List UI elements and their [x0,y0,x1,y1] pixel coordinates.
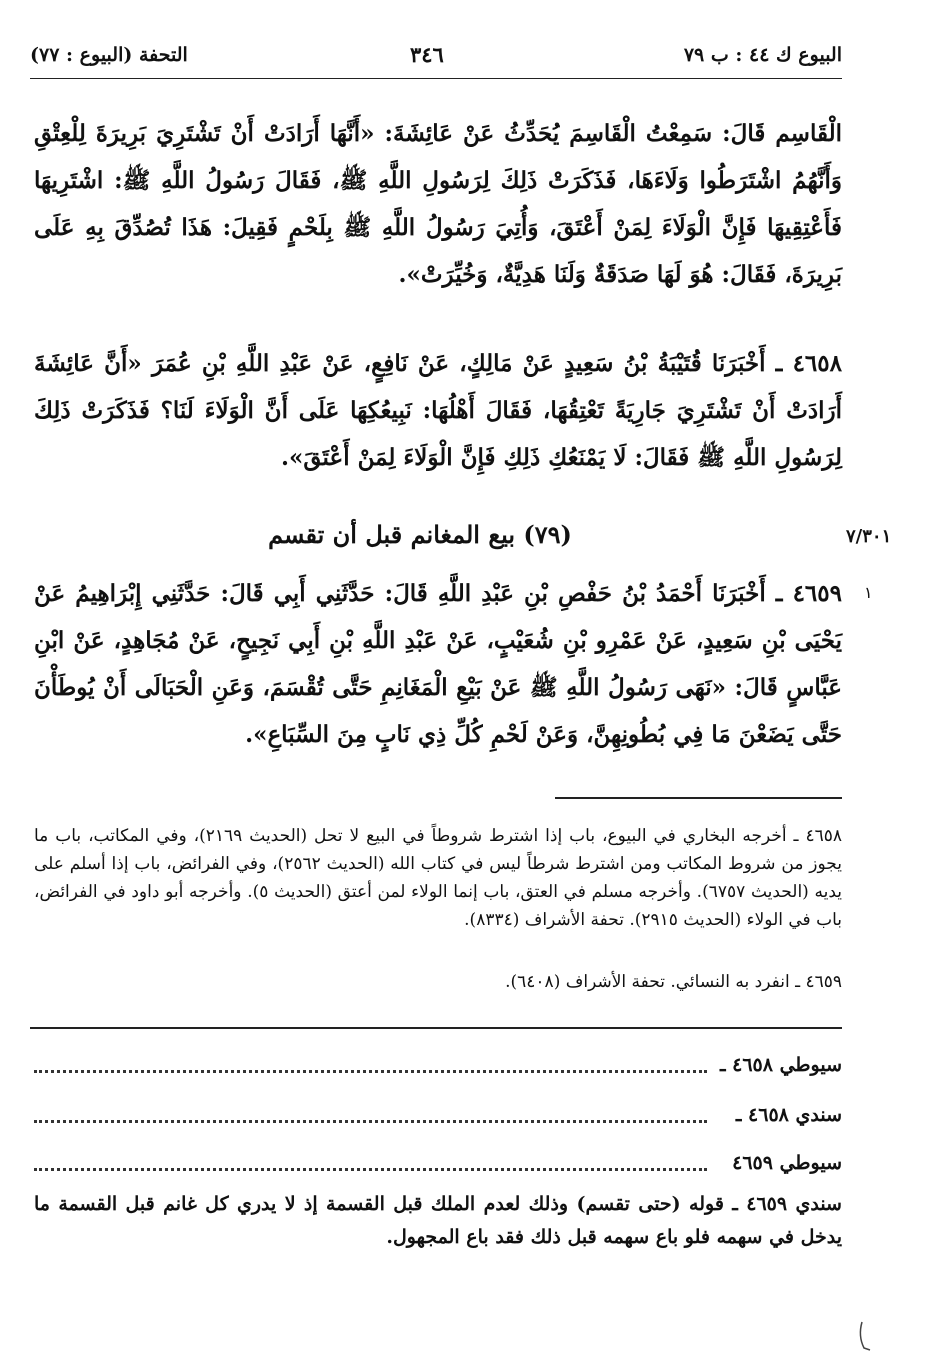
dotted-leader [34,1070,707,1073]
commentary-divider [30,1027,842,1029]
tuhfa-reference: التحفة (البيوع : ٧٧) [30,44,188,66]
footnote-4658: ٤٦٥٨ ـ أخرجه البخاري في البيوع، باب إذا اشترط شروطاً في البيع لا تحل (الحديث ٢١٦٩)، وفي المكاتب، باب ما يجوز من شروط المكاتب ومن اشترط شرطاً ليس في كتاب الله (الحديث ٢٥٦٢)، وفي الفرائض، باب إذا أسلم على يديه (الحديث ٦٧٥٧). وأخرجه مسلم في العتق، باب إنما الولاء لمن أعتق (الحديث ٥). وأخرجه أبو داود في الفرائض، باب في الولاء (الحديث ٢٩١٥). تحفة الأشراف (٨٣٣٤). [34,826,843,930]
commentary-suyuti-4659 [34,1150,842,1180]
commentary-label: سيوطي ٤٦٥٩ [726,1152,842,1174]
page-header [30,38,842,74]
dotted-leader [34,1120,707,1123]
commentary-suyuti-4658 [34,1052,842,1082]
chapter-reference: البيوع ك ٤٤ : ب ٧٩ [683,44,842,66]
page-number: ٣٤٦ [410,42,444,67]
footnote-4659: ٤٦٥٩ ـ انفرد به النسائي. تحفة الأشراف (٦٤٠٨). [505,972,842,992]
commentary-sindi-4658 [34,1102,842,1132]
commentary-label: سيوطي ٤٦٥٨ ـ [714,1054,842,1076]
section-title: (٧٩) بيع المغانم قبل أن تقسم [268,520,572,549]
commentary-label: سندي ٤٦٥٨ ـ [730,1104,842,1126]
hadith-continuation: الْقَاسِم قَالَ: سَمِعْتُ الْقَاسِمَ يُحَدِّثُ عَنْ عَائِشَةَ: «أَنَّهَا أَرَادَتْ أَنْ تَشْتَرِيَ بَرِيرَةَ لِلْعِتْقِ وَأَنَّهُمُ اشْتَرَطُوا وَلَاءَهَا، فَذَكَرَتْ ذَلِكَ لِرَسُولِ اللَّهِ ﷺ، فَقَالَ رَسُولُ اللَّهِ ﷺ: اشْتَرِيهَا فَأَعْتِقِيهَا فَإِنَّ الْوَلَاءَ لِمَنْ أَعْتَقَ، وَأُتِيَ رَسُولُ اللَّهِ ﷺ بِلَحْمٍ فَقِيلَ: هَذَا تُصُدِّقَ بِهِ عَلَى بَرِيرَةَ، فَقَالَ: هُوَ لَهَا صَدَقَةٌ وَلَنَا هَدِيَّةٌ، وَخُيِّرَتْ». [34,120,842,288]
margin-reference: ٧/٣٠١ [846,526,892,547]
commentary-sindi-4659: سندي ٤٦٥٩ ـ قوله (حتى تقسم) وذلك لعدم الملك قبل القسمة إذ لا يدري كل غانم قبل القسمة ما يدخل في سهمه فلو باع سهمه قبل ذلك فقد باع المجهول. [34,1193,842,1248]
margin-number: ١ [864,583,873,602]
hadith-4659: ٤٦٥٩ ـ أَخْبَرَنَا أَحْمَدُ بْنُ حَفْصِ بْنِ عَبْدِ اللَّهِ قَالَ: حَدَّثَنِي أَبِي قَالَ: حَدَّثَنِي إِبْرَاهِيمُ عَنْ يَحْيَى بْنِ سَعِيدٍ، عَنْ عَمْرِو بْنِ شُعَيْبٍ، عَنْ عَبْدِ اللَّهِ بْنِ أَبِي نَجِيحٍ، عَنْ مُجَاهِدٍ، عَنْ ابْنِ عَبَّاسٍ قَالَ: «نَهَى رَسُولُ اللَّهِ ﷺ عَنْ بَيْعِ الْمَغَانِمِ حَتَّى تُقْسَمَ، وَعَنِ الْحَبَالَى أَنْ يُوطَأْنَ حَتَّى يَضَعْنَ مَا فِي بُطُونِهِنَّ، وَعَنْ لَحْمِ كُلِّ ذِي نَابٍ مِنَ السِّبَاعِ». [34,580,842,748]
dotted-leader [34,1168,707,1171]
scan-mark-icon [852,1318,880,1352]
header-divider [30,78,842,79]
footnote-divider [555,797,842,799]
hadith-4658: ٤٦٥٨ ـ أَخْبَرَنَا قُتَيْبَةُ بْنُ سَعِيدٍ عَنْ مَالِكٍ، عَنْ نَافِعٍ، عَنْ عَبْدِ اللَّهِ بْنِ عُمَرَ «أَنَّ عَائِشَةَ أَرَادَتْ أَنْ تَشْتَرِيَ جَارِيَةً تَعْتِقُهَا، فَقَالَ أَهْلُهَا: نَبِيعُكِهَا عَلَى أَنَّ الْوَلَاءَ لَنَا؟ فَذَكَرَتْ ذَلِكَ لِرَسُولِ اللَّهِ ﷺ فَقَالَ: لَا يَمْنَعُكِ ذَلِكِ فَإِنَّ الْوَلَاءَ لِمَنْ أَعْتَقَ». [34,350,842,471]
